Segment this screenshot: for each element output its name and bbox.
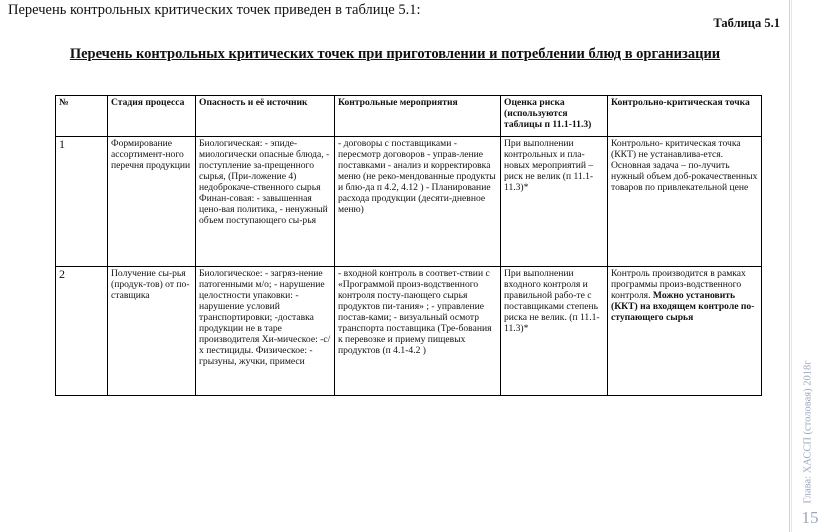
column-header: Оценка риска (используются таблицы п 11.1-11.3) (501, 96, 608, 137)
footer-chapter (797, 356, 819, 508)
stage-cell: Получение сы-рья (продук-тов) от по-ставщика (108, 267, 196, 396)
ccp-text: Контроль производится в рамках программы произ-водственного контроля. (611, 268, 746, 302)
page-number: 15 (801, 508, 819, 527)
measures-cell: - входной контроль в соответ-ствии с «Программой произ-водственного контроля посту-пающего сырья продуктов пи-тания» ; - управление постав-ками; - визуальный осмотр транспорта поставщика (Тре-бования к перевозке и приему пищевых продуктов (п 4.1-4.2 ) (335, 267, 501, 396)
table-title: Перечень контрольных критических точек при приготовлении и потреблении блюд в организации (69, 46, 721, 62)
stage-cell: Формирование ассортимент-ного перечня продукции (108, 137, 196, 267)
risk-cell: При выполнении входного контроля и правильной рабо-те с поставщиками степень риска не велик. (п 11.1-11.3)* (501, 267, 608, 396)
column-header: Опасность и её источник (196, 96, 335, 137)
table-row (56, 137, 762, 267)
risk-cell: При выполнении контрольных и пла-новых мероприятий – риск не велик (п 11.1-11.3)* (501, 137, 608, 267)
side-divider (789, 0, 790, 532)
column-header: Стадия процесса (108, 96, 196, 137)
row-number: 2 (56, 267, 108, 396)
side-divider (791, 0, 792, 532)
row-number: 1 (56, 137, 108, 267)
ccp-cell (608, 267, 762, 396)
footer-chapter-text: Глава: ХАССП (столовая) 2018г (802, 360, 814, 504)
table-header-row (56, 96, 762, 137)
table-label: Таблица 5.1 (713, 16, 780, 30)
column-header: № (56, 96, 108, 137)
ccp-bold-text: Можно установить (ККТ) на входящем контроле по-ступающего сырья (611, 290, 755, 324)
hazard-cell: Биологическое: - загряз-нение патогенными м/о; - нарушение целостности упаковки: - нарушение условий транспортировки; -доставка продукции не в таре производителя Хи-мическое: -с/х пестициды. Физическое: - грызуны, жучки, примеси (196, 267, 335, 396)
table-row (56, 267, 762, 396)
measures-cell: - договоры с поставщиками - пересмотр договоров - управ-ление поставками - анализ и корректировка меню (не реко-мендованные продукты и блю-да п 4.2, 4.12 ) - Планирование расхода продукции (десяти-дневное меню) (335, 137, 501, 267)
hazard-cell: Биологическая: - эпиде-миологически опасные блюда, - поступление за-прещенного сырья, (При-ложение 4) недоброкаче-ственного сырья Финан-совая: - завышенная цено-вая политика, - ненужный объем поступающего сы-рья (196, 137, 335, 267)
column-header: Контрольные мероприятия (335, 96, 501, 137)
intro-text: Перечень контрольных критических точек приведен в таблице 5.1: (8, 2, 421, 18)
column-header: Контрольно-критическая точка (608, 96, 762, 137)
ccp-cell: Контрольно- критическая точка (ККТ) не устанавлива-ется. Основная задача – по-лучить нужный объем доб-рокачественных товаров по привлекательной цене (608, 137, 762, 267)
ccp-table (55, 95, 762, 396)
